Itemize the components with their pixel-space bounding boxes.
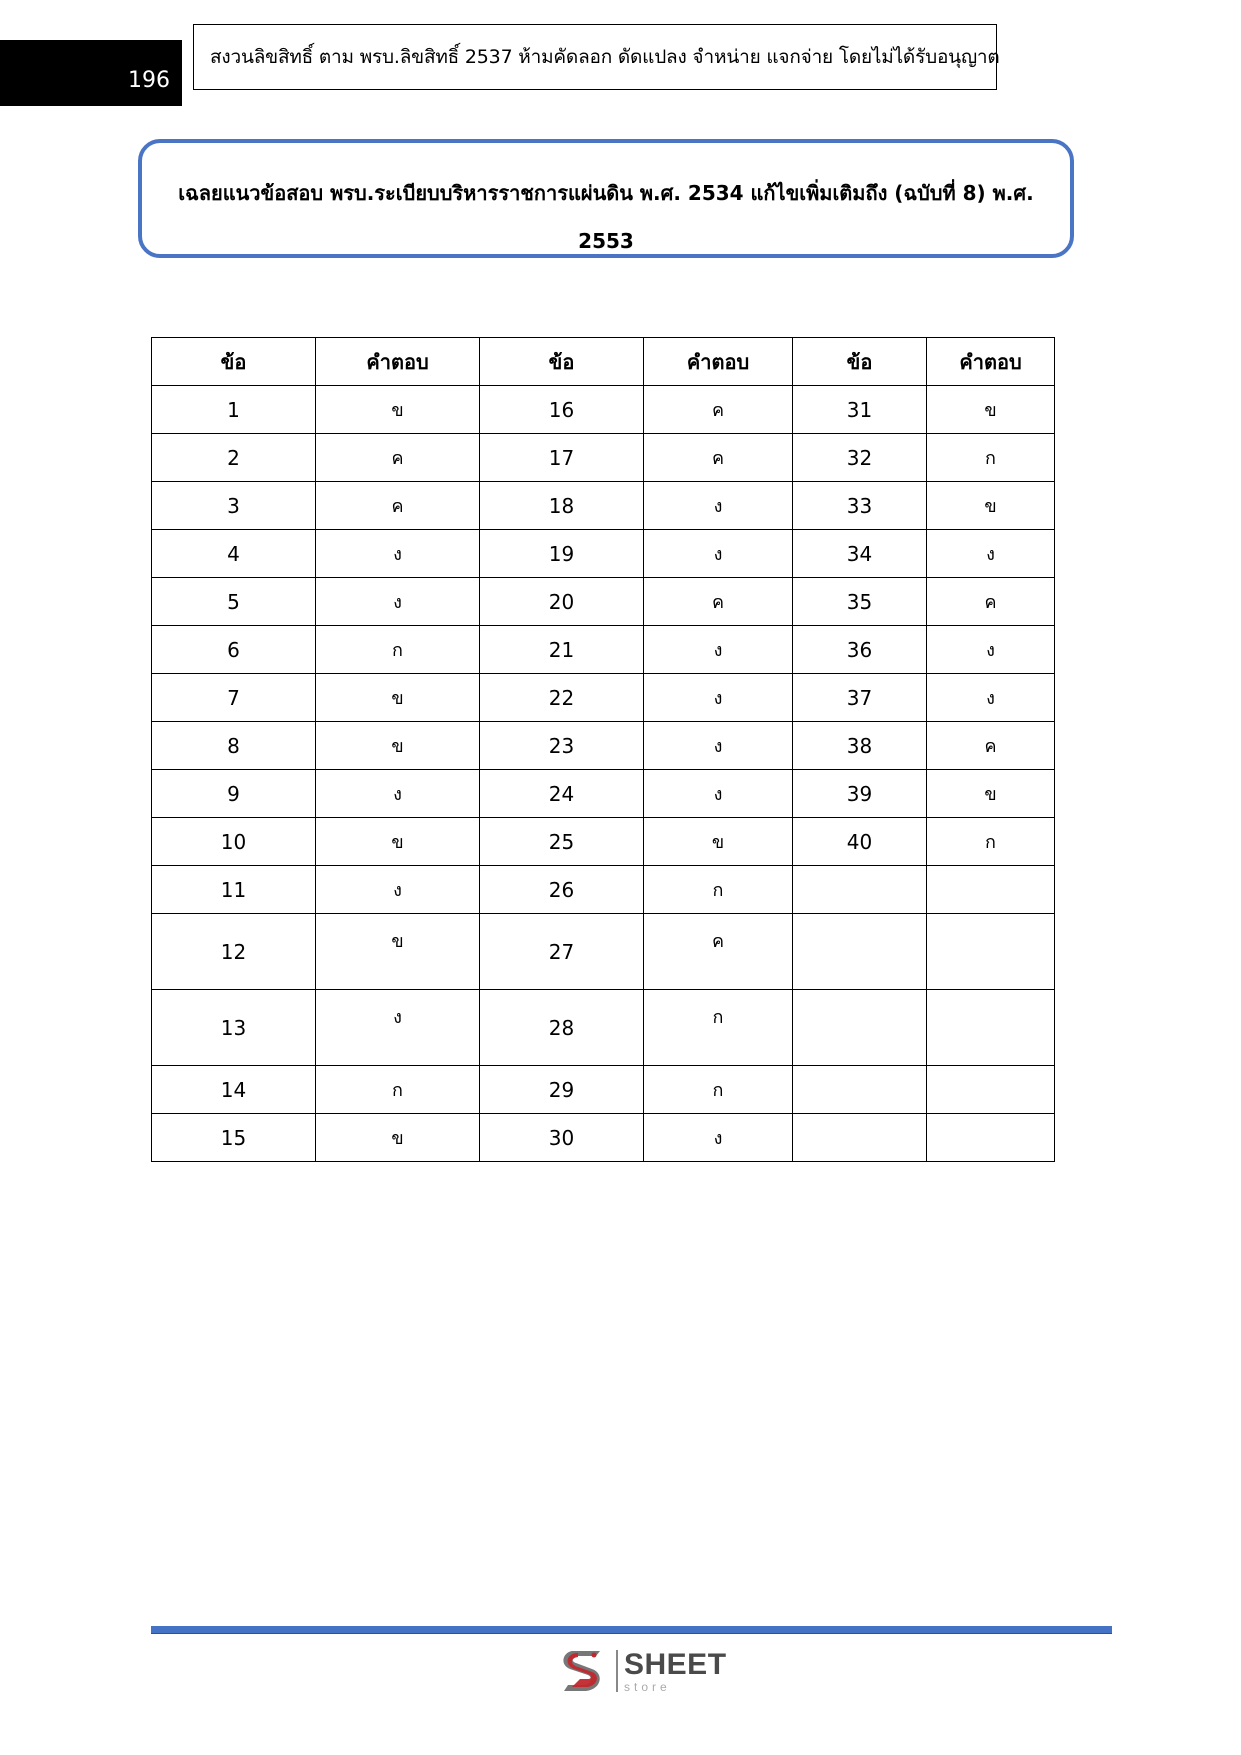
answer-cell: ก (644, 1066, 793, 1114)
answer-cell: ง (316, 990, 480, 1066)
table-header-row (152, 338, 1055, 386)
answer-cell (927, 914, 1055, 990)
question-number-cell: 21 (480, 626, 644, 674)
header-answer: คำตอบ (927, 338, 1055, 386)
table-row (152, 578, 1055, 626)
answer-key-table (151, 337, 1055, 1162)
header-question: ข้อ (793, 338, 927, 386)
question-number-cell: 27 (480, 914, 644, 990)
page-number: 196 (128, 68, 170, 93)
question-number-cell: 29 (480, 1066, 644, 1114)
question-number-cell: 1 (152, 386, 316, 434)
header-question: ข้อ (480, 338, 644, 386)
answer-cell: ง (927, 674, 1055, 722)
answer-cell: ค (927, 578, 1055, 626)
table-row (152, 626, 1055, 674)
answer-cell: ง (316, 770, 480, 818)
question-number-cell: 39 (793, 770, 927, 818)
question-number-cell: 31 (793, 386, 927, 434)
answer-cell: ก (644, 866, 793, 914)
question-number-cell: 3 (152, 482, 316, 530)
answer-cell: ง (644, 482, 793, 530)
question-number-cell: 15 (152, 1114, 316, 1162)
sheet-store-logo (558, 1645, 727, 1697)
answer-cell: ง (927, 626, 1055, 674)
answer-cell: ก (316, 626, 480, 674)
answer-cell: ค (644, 914, 793, 990)
copyright-notice: สงวนลิขสิทธิ์ ตาม พรบ.ลิขสิทธิ์ 2537 ห้ามคัดลอก ดัดแปลง จำหน่าย แจกจ่าย โดยไม่ได้รับอนุญาต (210, 46, 1000, 68)
question-number-cell: 18 (480, 482, 644, 530)
answer-cell: ง (644, 626, 793, 674)
answer-cell: ก (927, 818, 1055, 866)
table-row (152, 866, 1055, 914)
table-row (152, 530, 1055, 578)
answer-cell: ค (644, 386, 793, 434)
table-row (152, 722, 1055, 770)
question-number-cell: 34 (793, 530, 927, 578)
answer-cell: ข (927, 482, 1055, 530)
answer-cell: ข (644, 818, 793, 866)
table-row (152, 386, 1055, 434)
logo-divider (616, 1650, 618, 1692)
answer-cell: ข (927, 386, 1055, 434)
answer-cell (927, 990, 1055, 1066)
question-number-cell: 19 (480, 530, 644, 578)
title-line-2: 2553 (578, 229, 634, 253)
answer-cell: ง (644, 674, 793, 722)
title-line-1: เฉลยแนวข้อสอบ พรบ.ระเบียบบริหารราชการแผ่นดิน พ.ศ. 2534 แก้ไขเพิ่มเติมถึง (ฉบับที่ 8) พ.ศ. (178, 181, 1034, 205)
question-number-cell: 17 (480, 434, 644, 482)
answer-cell (927, 866, 1055, 914)
answer-cell: ง (316, 530, 480, 578)
question-number-cell: 14 (152, 1066, 316, 1114)
table-row (152, 818, 1055, 866)
title-box (138, 139, 1074, 258)
answer-cell: ง (644, 1114, 793, 1162)
sheet-store-logo-icon (558, 1645, 610, 1697)
question-number-cell: 8 (152, 722, 316, 770)
answer-cell: ก (927, 434, 1055, 482)
question-number-cell: 32 (793, 434, 927, 482)
logo-sheet-text: SHEET (624, 1647, 727, 1681)
answer-cell: ข (316, 674, 480, 722)
question-number-cell (793, 866, 927, 914)
table-row (152, 1114, 1055, 1162)
copyright-header (193, 24, 1000, 90)
answer-cell: ข (316, 914, 480, 990)
question-number-cell: 12 (152, 914, 316, 990)
question-number-cell: 9 (152, 770, 316, 818)
answer-cell: ก (644, 990, 793, 1066)
answer-cell: ค (644, 434, 793, 482)
answer-cell: ข (316, 818, 480, 866)
answer-cell: ค (316, 434, 480, 482)
question-number-cell: 38 (793, 722, 927, 770)
answer-cell: ง (316, 866, 480, 914)
answer-cell: ง (644, 722, 793, 770)
question-number-cell: 33 (793, 482, 927, 530)
question-number-cell: 30 (480, 1114, 644, 1162)
table-row (152, 1066, 1055, 1114)
answer-cell (927, 1114, 1055, 1162)
question-number-cell: 2 (152, 434, 316, 482)
question-number-cell: 5 (152, 578, 316, 626)
question-number-cell: 23 (480, 722, 644, 770)
question-number-cell: 40 (793, 818, 927, 866)
table-row (152, 482, 1055, 530)
question-number-cell: 24 (480, 770, 644, 818)
question-number-cell: 22 (480, 674, 644, 722)
logo-text (624, 1647, 727, 1694)
question-number-cell: 7 (152, 674, 316, 722)
question-number-cell (793, 990, 927, 1066)
answer-cell: ข (316, 1114, 480, 1162)
answer-cell: ง (927, 530, 1055, 578)
answer-cell: ก (316, 1066, 480, 1114)
question-number-cell: 28 (480, 990, 644, 1066)
question-number-cell: 37 (793, 674, 927, 722)
logo-store-text: store (624, 1679, 671, 1694)
table-row (152, 434, 1055, 482)
table-row (152, 990, 1055, 1066)
question-number-cell: 11 (152, 866, 316, 914)
footer-bar (151, 1626, 1112, 1634)
question-number-cell: 4 (152, 530, 316, 578)
question-number-cell: 10 (152, 818, 316, 866)
question-number-cell (793, 1066, 927, 1114)
question-number-cell (793, 914, 927, 990)
answer-cell: ค (316, 482, 480, 530)
question-number-cell: 13 (152, 990, 316, 1066)
answer-cell: ข (927, 770, 1055, 818)
question-number-cell: 6 (152, 626, 316, 674)
answer-cell: ง (316, 578, 480, 626)
question-number-cell: 25 (480, 818, 644, 866)
question-number-cell: 35 (793, 578, 927, 626)
table-row (152, 770, 1055, 818)
answer-cell: ง (644, 770, 793, 818)
answer-cell: ค (644, 578, 793, 626)
table-row (152, 674, 1055, 722)
answer-cell (927, 1066, 1055, 1114)
question-number-cell: 20 (480, 578, 644, 626)
question-number-cell: 16 (480, 386, 644, 434)
header-question: ข้อ (152, 338, 316, 386)
question-number-cell: 26 (480, 866, 644, 914)
answer-cell: ค (927, 722, 1055, 770)
answer-cell: ข (316, 386, 480, 434)
table-row (152, 914, 1055, 990)
question-number-cell (793, 1114, 927, 1162)
header-answer: คำตอบ (316, 338, 480, 386)
answer-cell: ข (316, 722, 480, 770)
question-number-cell: 36 (793, 626, 927, 674)
answer-cell: ง (644, 530, 793, 578)
header-answer: คำตอบ (644, 338, 793, 386)
